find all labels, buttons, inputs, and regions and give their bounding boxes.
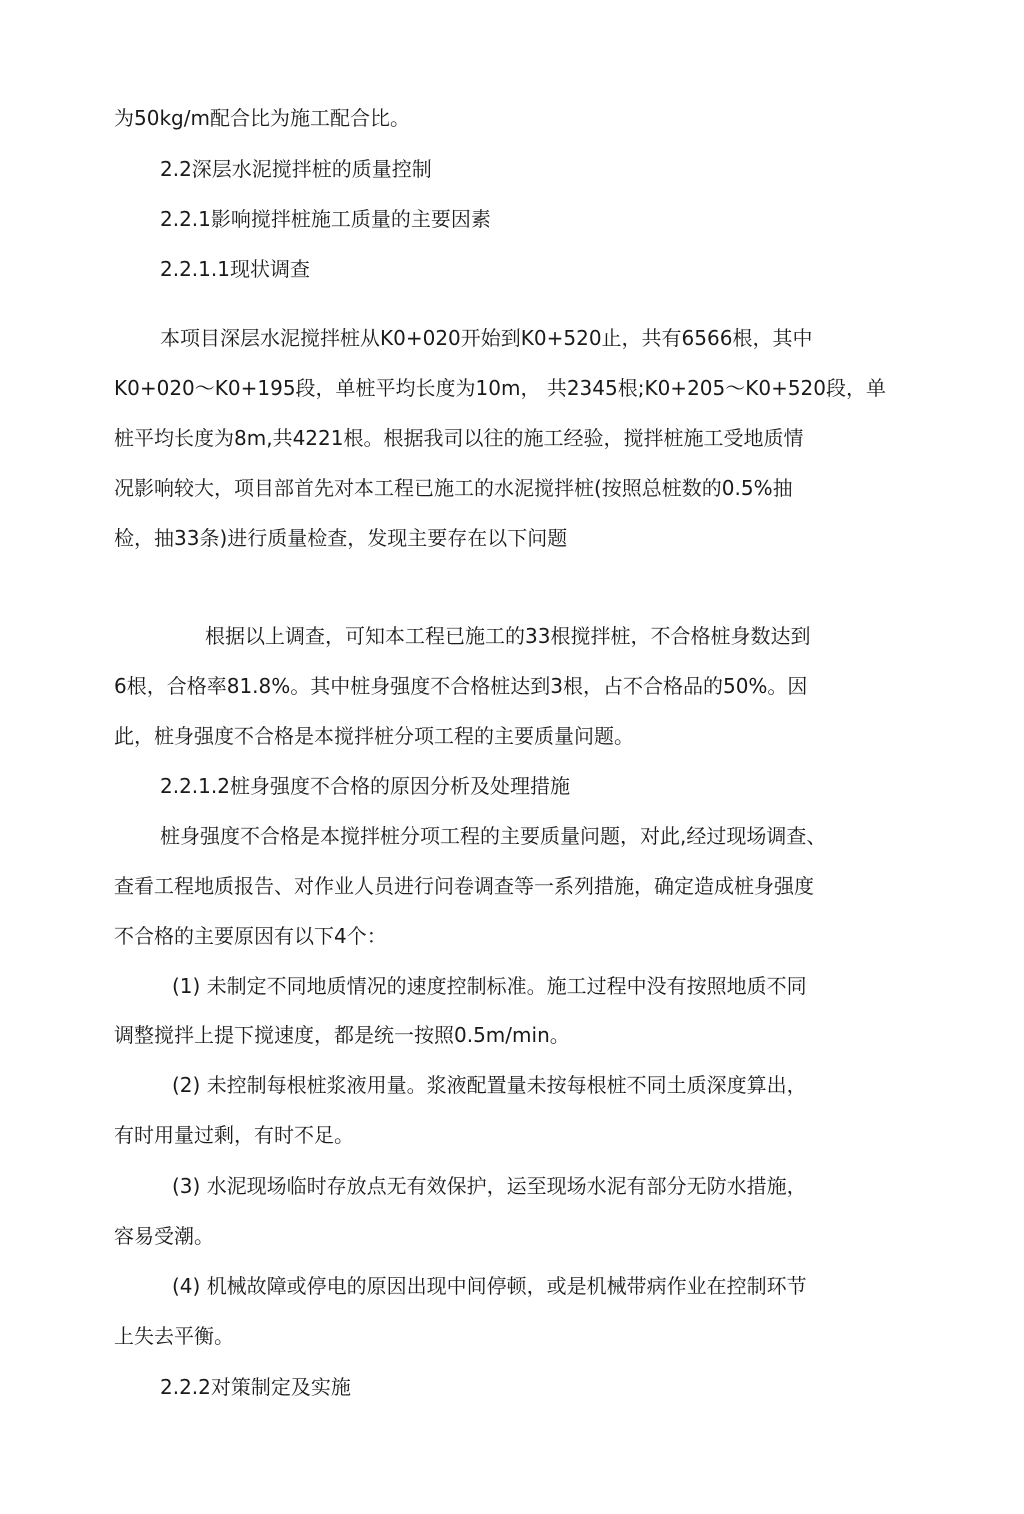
text-line: 此，桩身强度不合格是本搅拌桩分项工程的主要质量问题。 bbox=[114, 724, 634, 748]
text-line: 容易受潮。 bbox=[114, 1224, 214, 1248]
list-item: (2) 未控制每根桩浆液用量。浆液配置量未按每根桩不同土质深度算出， bbox=[172, 1073, 807, 1097]
list-item: (4) 机械故障或停电的原因出现中间停顿，或是机械带病作业在控制环节 bbox=[172, 1274, 807, 1298]
text-line: 有时用量过剩，有时不足。 bbox=[114, 1123, 354, 1147]
section-heading: 2.2.1影响搅拌桩施工质量的主要因素 bbox=[160, 207, 491, 231]
section-heading: 2.2深层水泥搅拌桩的质量控制 bbox=[160, 157, 432, 181]
text-line: 根据以上调查，可知本工程已施工的33根搅拌桩，不合格桩身数达到 bbox=[205, 624, 811, 648]
text-line: 不合格的主要原因有以下4个： bbox=[114, 924, 387, 948]
text-line: 况影响较大，项目部首先对本工程已施工的水泥搅拌桩(按照总桩数的0.5%抽 bbox=[114, 476, 793, 500]
section-heading: 2.2.1.1现状调查 bbox=[160, 257, 310, 281]
text-line: 6根，合格率81.8%。其中桩身强度不合格桩达到3根，占不合格品的50%。因 bbox=[114, 674, 808, 698]
text-line: 调整搅拌上提下搅速度，都是统一按照0.5m/min。 bbox=[114, 1023, 570, 1047]
section-heading: 2.2.1.2桩身强度不合格的原因分析及处理措施 bbox=[160, 774, 570, 798]
list-item: (3) 水泥现场临时存放点无有效保护，运至现场水泥有部分无防水措施， bbox=[172, 1174, 807, 1198]
text-line: 为50kg/m配合比为施工配合比。 bbox=[114, 106, 410, 130]
text-line: 上失去平衡。 bbox=[114, 1324, 234, 1348]
list-item: (1) 未制定不同地质情况的速度控制标准。施工过程中没有按照地质不同 bbox=[172, 974, 807, 998]
text-line: 桩平均长度为8m,共4221根。根据我司以往的施工经验，搅拌桩施工受地质情 bbox=[114, 426, 804, 450]
text-line: 本项目深层水泥搅拌桩从K0+020开始到K0+520止，共有6566根，其中 bbox=[160, 326, 813, 350]
section-heading: 2.2.2对策制定及实施 bbox=[160, 1375, 351, 1399]
text-line: K0+020～K0+195段，单桩平均长度为10m， 共2345根;K0+205～K0+520段，单 bbox=[114, 376, 887, 400]
text-line: 桩身强度不合格是本搅拌桩分项工程的主要质量问题，对此,经过现场调查、 bbox=[160, 824, 827, 848]
text-line: 查看工程地质报告、对作业人员进行问卷调查等一系列措施，确定造成桩身强度 bbox=[114, 874, 814, 898]
text-line: 检，抽33条)进行质量检查，发现主要存在以下问题 bbox=[114, 526, 568, 550]
